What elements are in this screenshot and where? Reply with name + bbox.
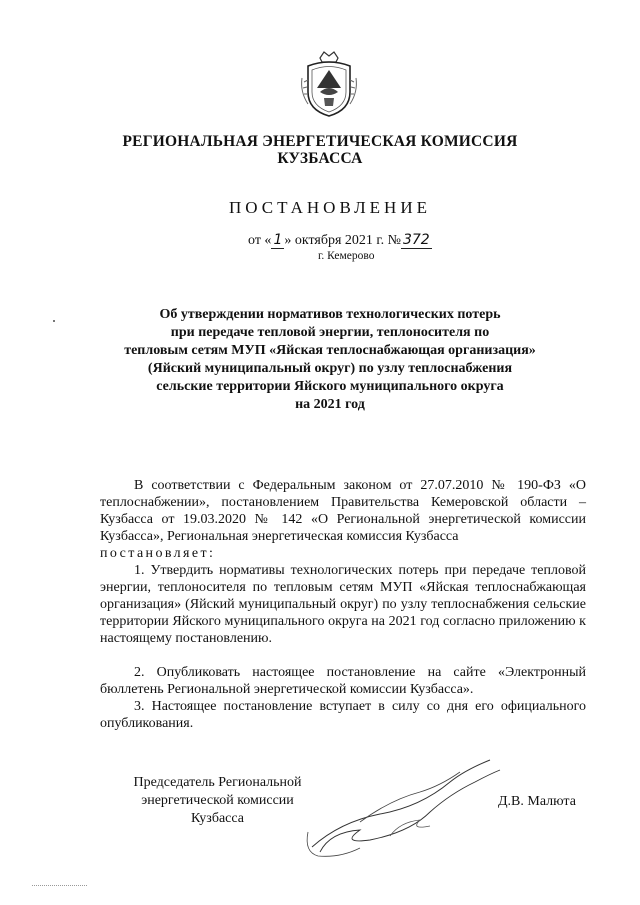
- subject-line: тепловым сетям МУП «Яйская теплоснабжающая организация»: [124, 343, 536, 358]
- item-3: 3. Настоящее постановление вступает в силу со дня его официального опубликования.: [100, 699, 586, 731]
- item-2: 2. Опубликовать настоящее постановление на сайте «Электронный бюллетень Региональной энергетической комиссии Кузбасса».: [100, 665, 586, 697]
- organization-name-line1: РЕГИОНАЛЬНАЯ ЭНЕРГЕТИЧЕСКАЯ КОМИССИЯ: [122, 133, 518, 150]
- signatory-title-line2: энергетической комиссии Кузбасса: [141, 793, 294, 826]
- document-subject: [100, 306, 560, 414]
- date-day: 1: [273, 232, 283, 248]
- footer-dotted-line: [32, 885, 87, 886]
- date-prefix: от «: [248, 233, 272, 248]
- signatory-title-line1: Председатель Региональной: [133, 775, 302, 790]
- item-1: 1. Утвердить нормативы технологических потерь при передаче тепловой энергии, теплоносителя по тепловым сетям МУП «Яйская теплоснабжающая организация» (Яйский муниципальный округ) по узлу теплоснабжения сельские территории Яйского муниципального округа на 2021 год согласно приложению к настоящему постановлению.: [100, 563, 586, 646]
- signatory-name: Д.В. Малюта: [498, 794, 576, 809]
- handwritten-signature: [300, 752, 510, 862]
- resolves-word: постановляет:: [100, 546, 216, 561]
- document-type: ПОСТАНОВЛЕНИЕ: [228, 198, 431, 217]
- subject-line: на 2021 год: [295, 397, 365, 412]
- preamble-paragraph: В соответствии с Федеральным законом от 27.07.2010 № 190-ФЗ «О теплоснабжении», постановлением Правительства Кемеровской области – Кузбасса от 19.03.2020 № 142 «О Региональной энергетической комиссии Кузбасса», Региональная энергетическая комиссия Кузбасса: [100, 478, 586, 544]
- subject-line: сельские территории Яйского муниципального округа: [156, 379, 504, 394]
- subject-line: при передаче тепловой энергии, теплоносителя по: [170, 325, 490, 340]
- document-number: 372: [402, 232, 430, 248]
- date-suffix: » октября 2021 г. №: [284, 233, 401, 248]
- organization-name-line2: КУЗБАССА: [277, 150, 363, 167]
- subject-line: (Яйский муниципальный округ) по узлу теплоснабжения: [147, 361, 513, 376]
- signatory-title: [120, 774, 315, 828]
- scan-mark: [53, 320, 55, 322]
- subject-line: Об утверждении нормативов технологических потерь: [159, 307, 501, 322]
- city: г. Кемерово: [318, 250, 375, 262]
- document-date-line: [200, 232, 500, 249]
- coat-of-arms-icon: [298, 48, 360, 120]
